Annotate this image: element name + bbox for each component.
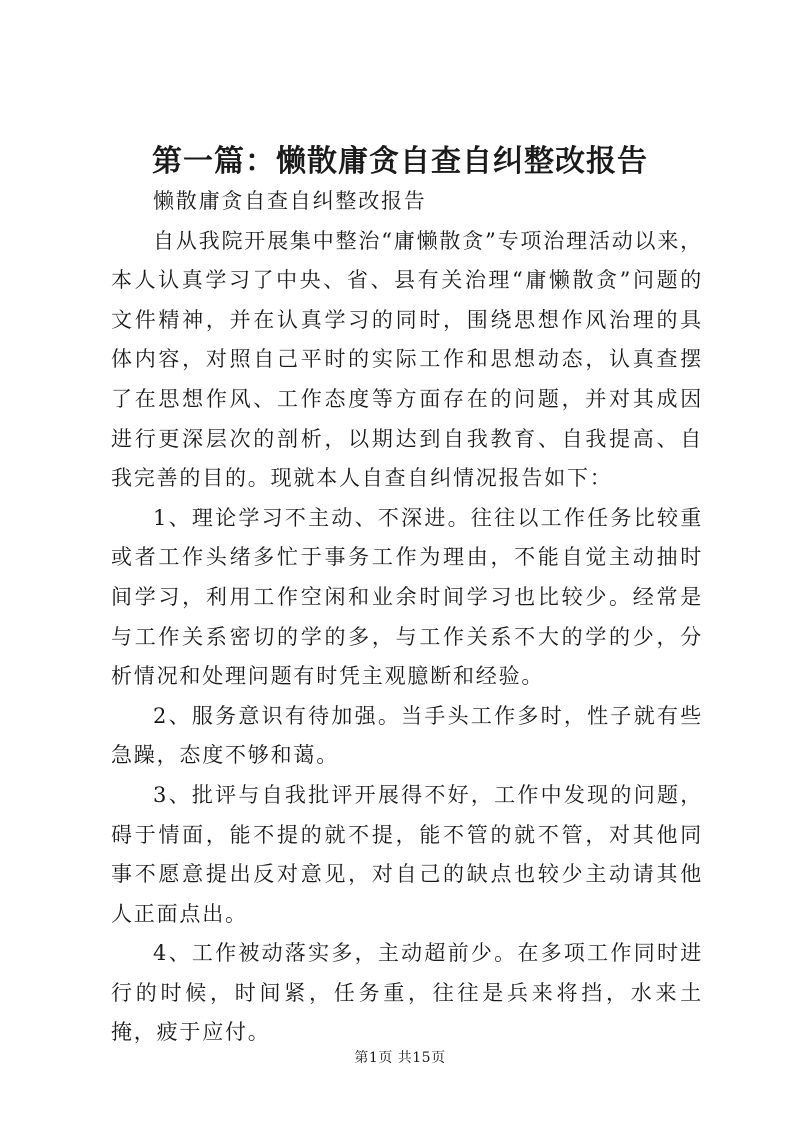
paragraph-item-3: 3、批评与自我批评开展得不好，工作中发现的问题，碍于情面，能不提的就不提，能不管的就不管，对其他同事不愿意提出反对意见，对自己的缺点也较少主动请其他人正面点出。 — [111, 782, 703, 926]
document-title: 第一篇：懒散庸贪自查自纠整改报告 — [152, 144, 648, 179]
page-footer: 第1页 共15页 — [354, 1050, 446, 1066]
paragraph-subtitle: 懒散庸贪自查自纠整改报告 — [153, 189, 427, 213]
document-body — [111, 182, 703, 1053]
paragraph-item-1: 1、理论学习不主动、不深进。往往以工作任务比较重或者工作头绪多忙于事务工作为理由，不能自觉主动抽时间学习，利用工作空闲和业余时间学习也比较少。经常是与工作关系密切的学的多，与工作关系不大的学的少，分析情况和处理问题有时凭主观臆断和经验。 — [111, 505, 703, 689]
paragraph-item-2: 2、服务意识有待加强。当手头工作多时，性子就有些急躁，态度不够和蔼。 — [111, 703, 703, 768]
paragraph-intro: 自从我院开展集中整治“庸懒散贪”专项治理活动以来，本人认真学习了中央、省、县有关治理“庸懒散贪”问题的文件精神，并在认真学习的同时，围绕思想作风治理的具体内容，对照自己平时的实际工作和思想动态，认真查摆了在思想作风、工作态度等方面存在的问题，并对其成因进行更深层次的剖析，以期达到自我教育、自我提高、自我完善的目的。现就本人自查自纠情况报告如下： — [111, 228, 703, 491]
paragraph-item-4: 4、工作被动落实多，主动超前少。在多项工作同时进行的时候，时间紧，任务重，往往是兵来将挡，水来土掩，疲于应付。 — [111, 941, 703, 1045]
